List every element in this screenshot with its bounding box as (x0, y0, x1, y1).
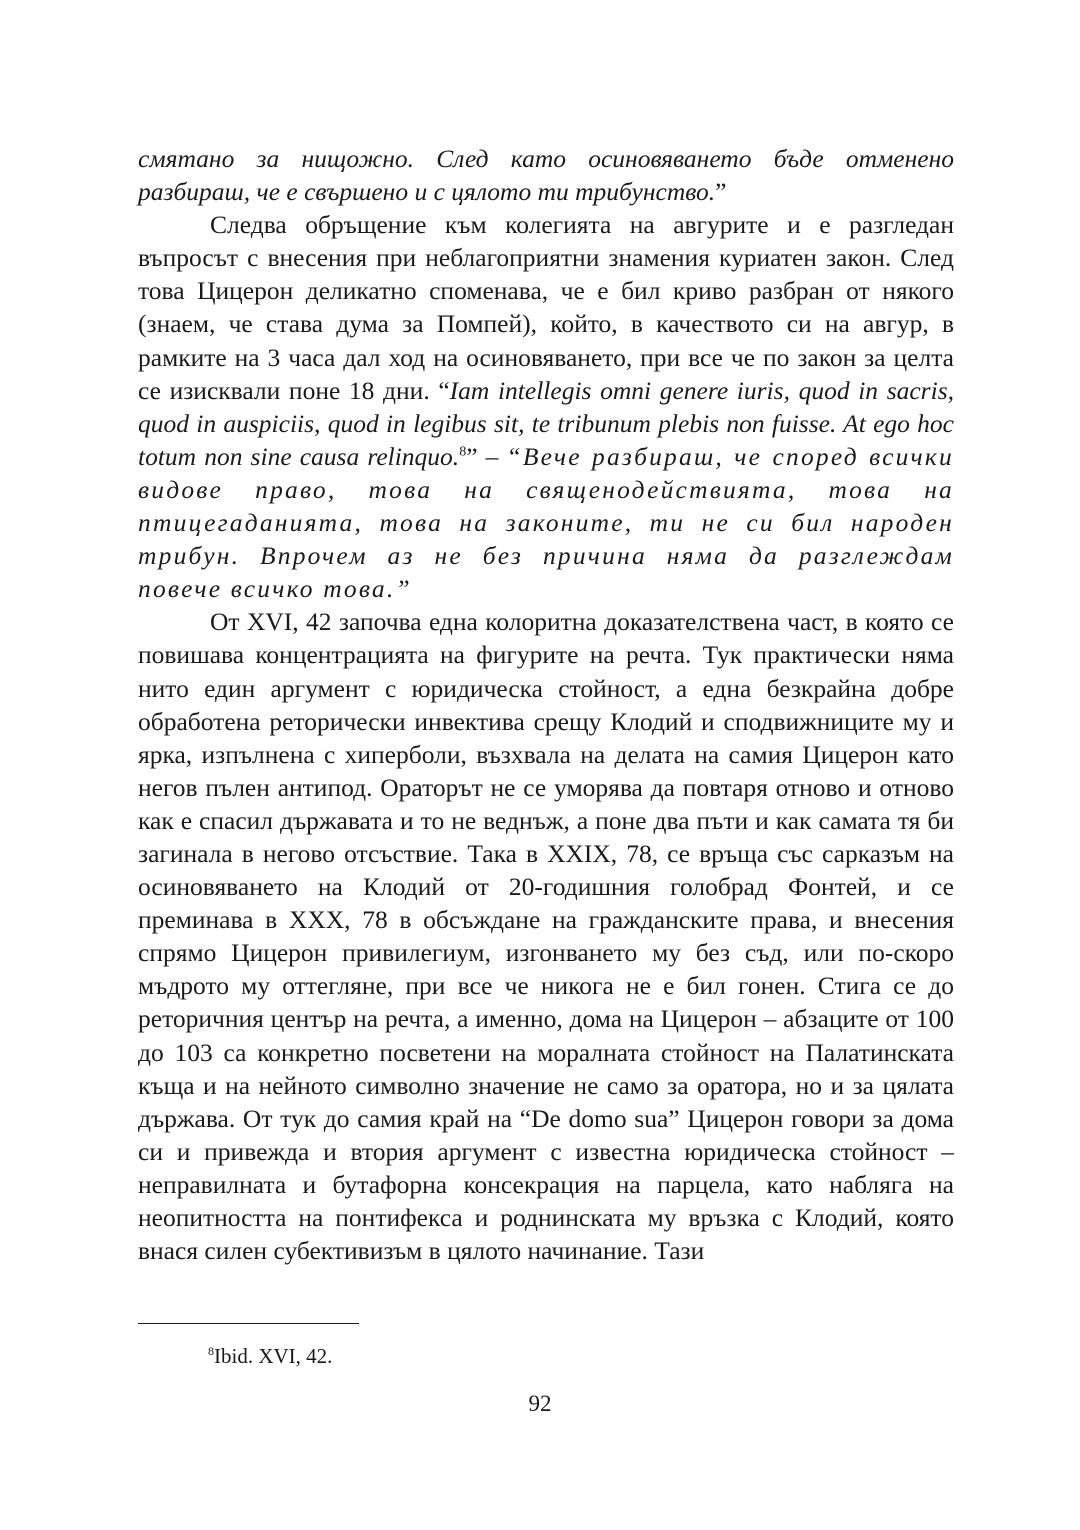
paragraph-2 (138, 208, 954, 605)
footnote-marker: 8 (208, 1344, 214, 1358)
text-run: ” (715, 177, 727, 207)
footnote-text: Ibid. XVI, 42. (214, 1344, 333, 1368)
latin-quote: Iam intellegis omni genere iuris, quod in sacris, quod in auspiciis, quod in legibus sit, te tribunum plebis non fuisse. At ego hoc totum non sine causa relinquo. (138, 375, 954, 471)
text-run: От XVI, 42 започва една колоритна доказателствена част, в която се повишава концентрацията на фигурите на речта. Тук практически няма нито един аргумент с юридическа стойност, а една безкрайна добре обработена реторически инвектива срещу Клодий и сподвижниците му и ярка, изпълнена с хиперболи, възхвала на делата на самия Цицерон като негов пълен антипод. Ораторът не се уморява да повтаря отново и отново как е спасил държавата и то не веднъж, а поне два пъти и как самата тя би загинала в негово отсъствие. Така в XXIX, 78, се връща със сарказъм на осиновяването на Клодий от 20-годишния голобрад Фонтей, и се преминава в XXX, 78 в обсъждане на гражданските права, и внесения спрямо Цицерон привилегиум, изгонването му без съд, или по-скоро мъдрото му оттегляне, при все че никога не е бил гонен. Стига се до реторичния център на речта, а именно, дома на Цицерон – абзаците от 100 до 103 са конкретно посветени на моралната стойност на Палатинската къща и на нейното символно значение не само за оратора, но и за цялата държава. От тук до самия край на “De domo sua” Цицерон говори за дома си и привежда и втория аргумент с известна юридическа стойност – неправилната и бутафорна консекрация на парцела, като набляга на неопитността на понтифекса и роднинската му връзка с Клодий, която внася силен субективизъм в цялото начинание. Тази (138, 607, 954, 1266)
paragraph-1 (138, 142, 954, 208)
paragraph-3 (138, 605, 954, 1267)
footnote-reference[interactable]: 8 (459, 444, 467, 460)
footnote (208, 1343, 332, 1369)
text-run: ” – (466, 441, 507, 471)
page-number: 92 (528, 1391, 552, 1416)
translation-quote: “Вече разбираш, че според всички видове право, това на священодействията, това на птицегаданията, това на законите, ти не си бил народен трибун. Впрочем аз не без причина няма да разглеждам повече всичко това.” (138, 441, 954, 604)
text-run: смятано за нищожно. След като осиновяването бъде отменено разбираш, че е свършено и с цялото ти трибунство. (138, 144, 954, 207)
text-run: Следва обръщение към колегията на авгурите и е разгледан въпросът с внесения при неблагоприятни знамения куриатен закон. След това Цицерон деликатно споменава, че е бил криво разбран от някого (знаем, че става дума за Помпей), който, в качеството си на авгур, в рамките на 3 часа дал ход на осиновяването, при все че по закон за целта се изисквали поне 18 дни. “ (138, 210, 954, 405)
footnote-separator (138, 1323, 359, 1324)
main-text (138, 142, 954, 1267)
